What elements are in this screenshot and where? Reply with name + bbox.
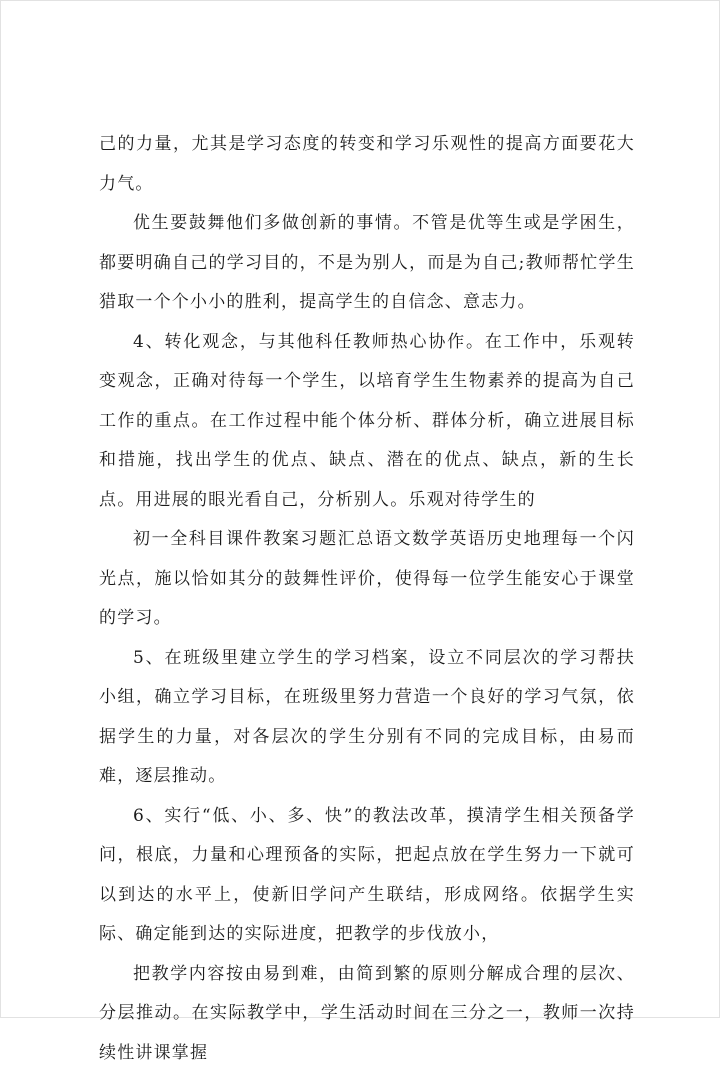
paragraph-teaching-content: 把教学内容按由易到难，由简到繁的原则分解成合理的层次、分层推动。在实际教学中，学生活动时间在三分之一，教师一次持续性讲课掌握	[99, 955, 635, 1073]
paragraph-item-6: 6、实行“低、小、多、快”的教法改革，摸清学生相关预备学问，根底，力量和心理预备的实际，把起点放在学生努力一下就可以到达的水平上，使新旧学问产生联结，形成网络。依据学生实际、确定能到达的实际进度，把教学的步伐放小，	[99, 797, 635, 955]
paragraph-continuation: 己的力量，尤其是学习态度的转变和学习乐观性的提高方面要花大力气。	[99, 125, 635, 204]
document-body	[99, 125, 635, 1073]
paragraph-highlight-evaluation: 初一全科目课件教案习题汇总语文数学英语历史地理每一个闪光点，施以恰如其分的鼓舞性评价，使得每一位学生能安心于课堂的学习。	[99, 520, 635, 639]
paragraph-item-4: 4、转化观念，与其他科任教师热心协作。在工作中，乐观转变观念，正确对待每一个学生，以培育学生生物素养的提高为自己工作的重点。在工作过程中能个体分析、群体分析，确立进展目标和措施，找出学生的优点、缺点、潜在的优点、缺点，新的生长点。用进展的眼光看自己，分析别人。乐观对待学生的	[99, 323, 635, 521]
paragraph-item-5: 5、在班级里建立学生的学习档案，设立不同层次的学习帮扶小组，确立学习目标，在班级里努力营造一个良好的学习气氛，依据学生的力量，对各层次的学生分别有不同的完成目标，由易而难，逐层推动。	[99, 639, 635, 797]
paragraph-encourage-top-students: 优生要鼓舞他们多做创新的事情。不管是优等生或是学困生，都要明确自己的学习目的，不是为别人，而是为自己;教师帮忙学生猎取一个个小小的胜利，提高学生的自信念、意志力。	[99, 204, 635, 323]
